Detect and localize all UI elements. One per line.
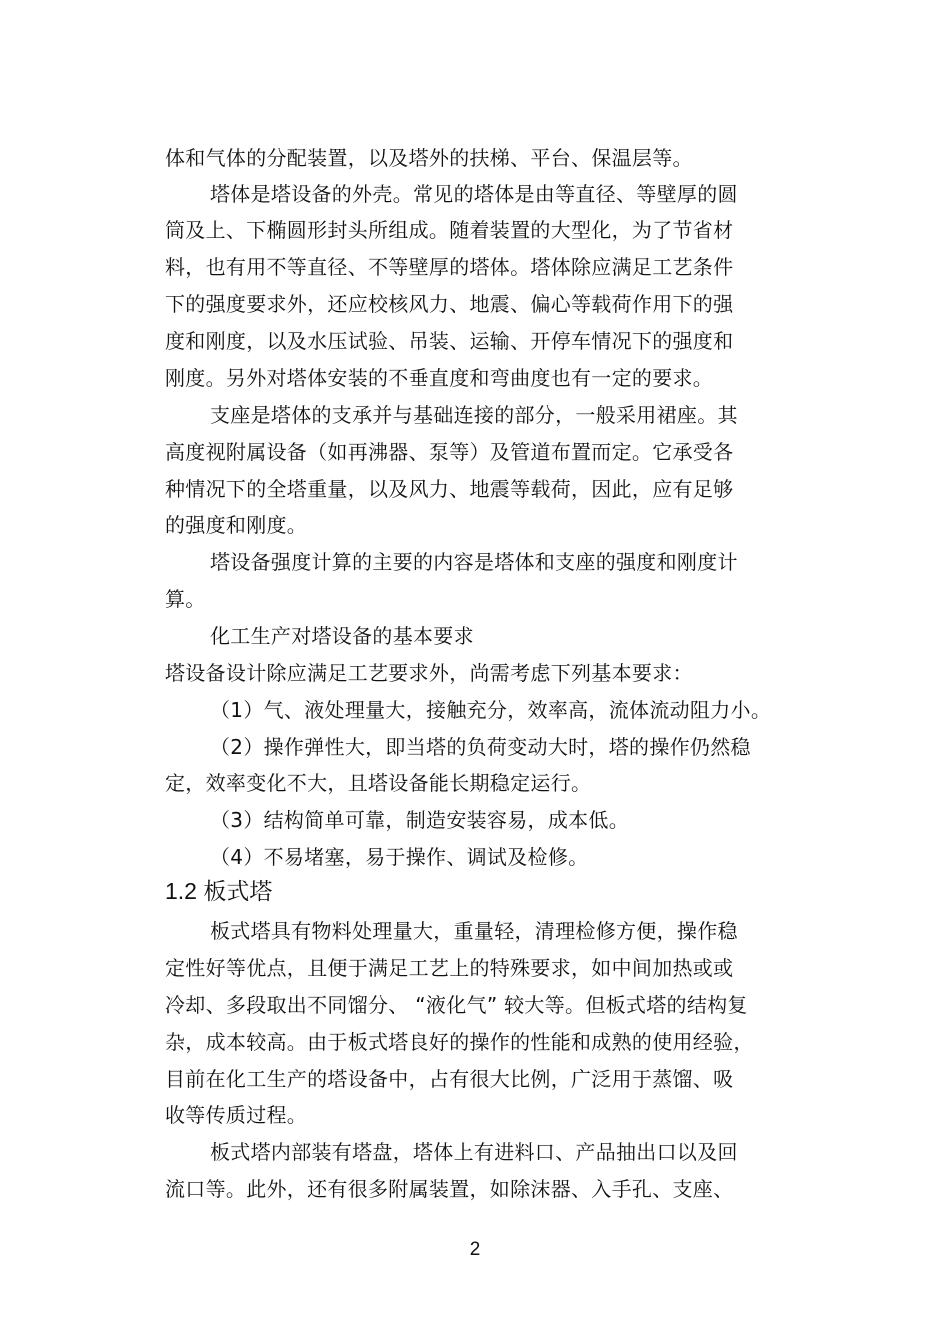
text-line: 塔设备设计除应满足工艺要求外，尚需考虑下列基本要求： xyxy=(165,661,693,685)
text-line: 高度视附属设备（如再沸器、泵等）及管道布置而定。它承受各 xyxy=(165,440,734,464)
text-line: 定，效率变化不大，且塔设备能长期稳定运行。 xyxy=(165,771,592,795)
text-line: 杂，成本较高。由于板式塔良好的操作的性能和成熟的使用经验， xyxy=(165,1030,754,1054)
text-line: 的强度和刚度。 xyxy=(165,513,308,537)
list-item: （4）不易堵塞，易于操作、调试及检修。 xyxy=(210,845,589,869)
text-line: 料，也有用不等直径、不等壁厚的塔体。塔体除应满足工艺条件 xyxy=(165,255,734,279)
text-line: 筒及上、下椭圆形封头所组成。随着装置的大型化，为了节省材 xyxy=(165,218,734,242)
text-line: 算。 xyxy=(165,587,206,611)
list-item: （2）操作弹性大，即当塔的负荷变动大时，塔的操作仍然稳 xyxy=(210,735,751,759)
text-line: 种情况下的全塔重量，以及风力、地震等载荷，因此，应有足够 xyxy=(165,477,734,501)
page-number: 2 xyxy=(469,1239,481,1260)
list-item: （1）气、液处理量大，接触充分，效率高，流体流动阻力小。 xyxy=(210,698,772,722)
section-heading: 1.2 板式塔 xyxy=(165,878,273,904)
list-item: （3）结构简单可靠，制造安装容易，成本低。 xyxy=(210,808,630,832)
text-line: 刚度。另外对塔体安装的不垂直度和弯曲度也有一定的要求。 xyxy=(165,366,714,390)
text-line: 目前在化工生产的塔设备中，占有很大比例，广泛用于蒸馏、吸 xyxy=(165,1067,734,1091)
paragraph-start: 塔设备强度计算的主要的内容是塔体和支座的强度和刚度计 xyxy=(210,550,738,574)
text-line: 定性好等优点，且便于满足工艺上的特殊要求，如中间加热或或 xyxy=(165,956,734,980)
paragraph-start: 板式塔具有物料处理量大，重量轻，清理检修方便，操作稳 xyxy=(210,919,738,943)
text-line: 流口等。此外，还有很多附属装置，如除沫器、入手孔、支座、 xyxy=(165,1177,734,1201)
paragraph-start: 板式塔内部装有塔盘，塔体上有进料口、产品抽出口以及回 xyxy=(210,1140,738,1164)
text-line: 收等传质过程。 xyxy=(165,1103,308,1127)
text-line: 下的强度要求外，还应校核风力、地震、偏心等载荷作用下的强 xyxy=(165,292,734,316)
text-line: 度和刚度，以及水压试验、吊装、运输、开停车情况下的强度和 xyxy=(165,329,734,353)
text-line: 冷却、多段取出不同馏分、 “液化气” 较大等。但板式塔的结构复 xyxy=(165,993,748,1017)
paragraph-start: 支座是塔体的支承并与基础连接的部分，一般采用裙座。其 xyxy=(210,403,738,427)
subheading: 化工生产对塔设备的基本要求 xyxy=(210,624,474,648)
paragraph-start: 塔体是塔设备的外壳。常见的塔体是由等直径、等壁厚的圆 xyxy=(210,182,738,206)
text-line: 体和气体的分配装置，以及塔外的扶梯、平台、保温层等。 xyxy=(165,146,693,170)
